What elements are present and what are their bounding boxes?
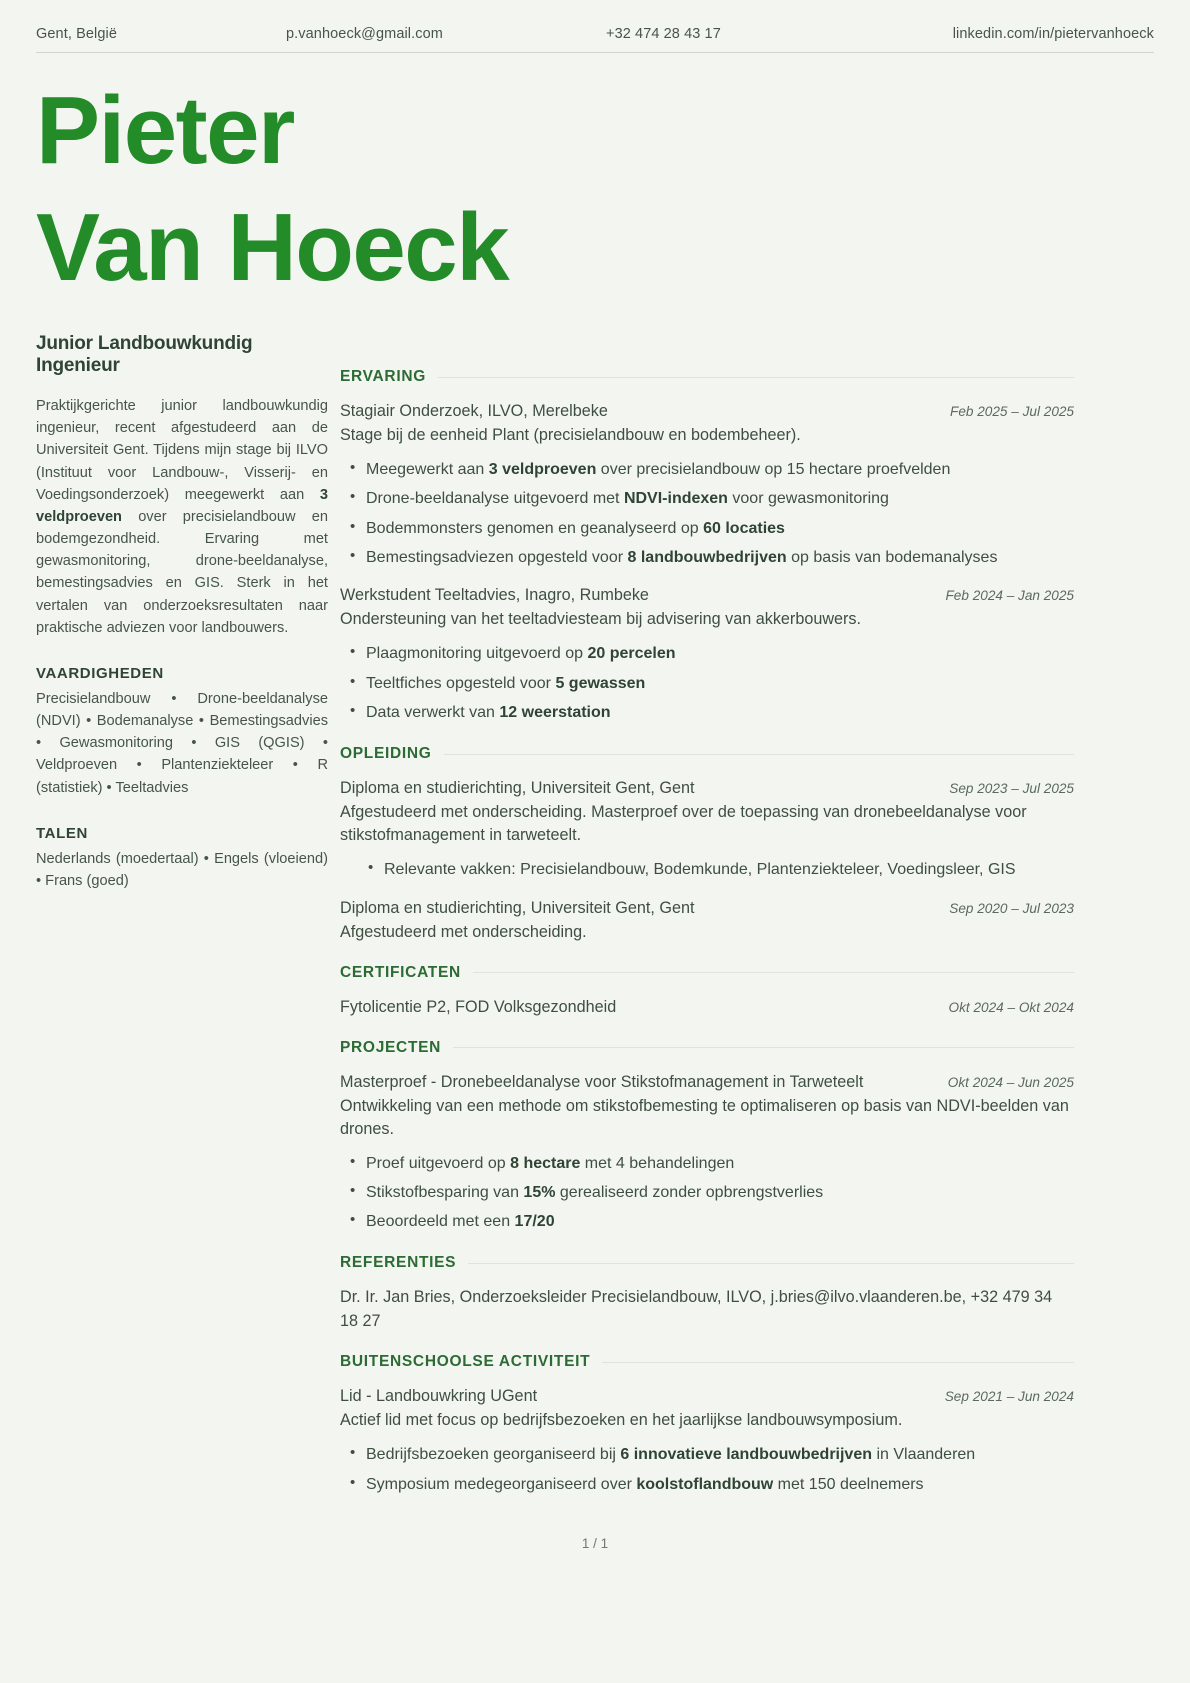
extracurricular-section-heading-label: BUITENSCHOOLSE ACTIVITEIT (340, 1353, 591, 1371)
bullet-item: • Beoordeeld met een 17/20 (366, 1210, 1074, 1234)
entry-header (340, 897, 1074, 920)
bullet-highlight: 17/20 (514, 1213, 555, 1231)
entry (340, 584, 1074, 725)
main-content (340, 368, 1074, 1517)
header-divider (36, 52, 1154, 53)
entry-header (340, 1385, 1074, 1408)
bullet-item: • Bemestingsadviezen opgesteld voor 8 landbouwbedrijven op basis van bodemanalyses (366, 546, 1074, 570)
experience-section (340, 368, 1074, 725)
entry-date: Okt 2024 – Jun 2025 (947, 1074, 1074, 1090)
contact-linkedin[interactable]: linkedin.com/in/pietervanhoeck (952, 26, 1154, 42)
references-section-heading-rule (468, 1263, 1074, 1264)
extracurricular-section-heading-rule (602, 1362, 1074, 1363)
skills-heading: VAARDIGHEDEN (36, 664, 164, 682)
entry-date: Sep 2023 – Jul 2025 (949, 781, 1074, 797)
projects-section-heading-label: PROJECTEN (340, 1038, 442, 1056)
references-section (340, 1254, 1074, 1333)
entry-title: Diploma en studierichting, Universiteit Gent, Gent (340, 779, 695, 798)
job-headline: Junior Landbouwkundig Ingenieur (36, 333, 253, 376)
entry-title: Lid - Landbouwkring UGent (340, 1387, 538, 1406)
experience-section-heading-label: ERVARING (340, 368, 426, 385)
summary-part-2: over precisielandbouw en bodemgezondheid. Ervaring met gewasmonitoring, drone-beeldanalyse, bemestingsadvies en GIS. Sterk in het vertalen van onderzoeksresultaten naar praktische adviezen voor landbouwers. (36, 508, 328, 636)
certificates-section-heading-rule (473, 972, 1074, 973)
entry-bullet-list (340, 642, 1074, 725)
bullet-highlight: 3 veldproeven (488, 461, 597, 478)
certificates-section-heading-label: CERTIFICATEN (340, 963, 461, 981)
entry-title: Fytolicentie P2, FOD Volksgezondheid (340, 997, 617, 1016)
entry-description: Afgestudeerd met onderscheiding. Masterproef over de toepassing van dronebeeldanalyse voor stikstofmanagement in tarweteelt. (340, 803, 1027, 845)
contact-location: Gent, België (36, 26, 117, 42)
bullet-highlight: 6 innovatieve landbouwbedrijven (620, 1446, 872, 1464)
certificates-section (340, 964, 1074, 1019)
entry-header (340, 996, 1074, 1019)
entry-date: Feb 2025 – Jul 2025 (950, 404, 1074, 419)
bullet-item: • Data verwerkt van 12 weerstation (366, 701, 1074, 725)
entry-header (340, 777, 1074, 800)
certificates-section-heading (340, 964, 1074, 982)
entry-date: Okt 2024 – Okt 2024 (948, 999, 1074, 1015)
bullet-highlight: 60 locaties (703, 519, 785, 537)
bullet-highlight: 20 percelen (587, 645, 676, 663)
entry (340, 400, 1074, 570)
sidebar (36, 333, 328, 892)
entry-date: Sep 2021 – Jun 2024 (944, 1389, 1074, 1405)
bullet-item: • Drone-beeldanalyse uitgevoerd met NDVI-indexen voor gewasmonitoring (366, 487, 1074, 511)
entry-title: Masterproef - Dronebeeldanalyse voor Stikstofmanagement in Tarweteelt (340, 1072, 864, 1091)
entry-bullet-list (340, 1443, 1074, 1497)
entry-description: Stage bij de eenheid Plant (precisielandbouw en bodembeheer). (340, 426, 801, 444)
education-section-heading-rule (444, 754, 1074, 755)
entry (340, 897, 1074, 944)
entry-date: Sep 2020 – Jul 2023 (949, 900, 1074, 916)
entry-description: Actief lid met focus op bedrijfsbezoeken en het jaarlijkse landbouwsymposium. (340, 1411, 903, 1430)
projects-section-heading (340, 1039, 1074, 1057)
bullet-item: • Bedrijfsbezoeken georganiseerd bij 6 innovatieve landbouwbedrijven in Vlaanderen (366, 1443, 1074, 1467)
profile-summary (36, 395, 328, 639)
entry-title: Werkstudent Teeltadvies, Inagro, Rumbeke (340, 586, 649, 605)
entry-bullet-list (340, 458, 1074, 570)
entry-bullet-list (340, 858, 1074, 882)
entry (340, 996, 1074, 1019)
bullet-highlight: 8 landbouwbedrijven (627, 548, 787, 566)
entry-description: Ondersteuning van het teeltadviesteam bij advisering van akkerbouwers. (340, 610, 861, 629)
page-number: 1 / 1 (581, 1536, 609, 1551)
summary-part-1: Praktijkgerichte junior landbouwkundig ingenieur, recent afgestudeerd aan de Universiteit Gent. Tijdens mijn stage bij ILVO (Instituut voor Landbouw-, Visserij- en Voedingsonderzoek) meegewerkt aan (36, 398, 328, 503)
bullet-item: • Plaagmonitoring uitgevoerd op 20 percelen (366, 642, 1074, 666)
extracurricular-section (340, 1353, 1074, 1497)
first-name: Pieter (36, 77, 294, 184)
entry-description: Ontwikkeling van een methode om stikstofbemesting te optimaliseren op basis van NDVI-beelden van drones. (340, 1096, 1069, 1138)
last-name: Van Hoeck (36, 194, 509, 302)
references-section-text: Dr. Ir. Jan Bries, Onderzoeksleider Precisielandbouw, ILVO, j.bries@ilvo.vlaanderen.be, +32 479 34 18 27 (340, 1288, 1053, 1330)
entry (340, 1071, 1074, 1235)
bullet-highlight: 12 weerstation (499, 703, 611, 721)
entry-bullet-list (340, 1152, 1074, 1235)
entry-date: Feb 2024 – Jan 2025 (945, 588, 1074, 604)
skills-list: Precisielandbouw • Drone-beeldanalyse (NDVI) • Bodemanalyse • Bemestingsadvies • Gewasmonitoring • GIS (QGIS) • Veldproeven • Plantenziekteleer • R (statistiek) • Teeltadvies (36, 690, 328, 796)
bullet-highlight: 8 hectare (510, 1154, 581, 1172)
references-section-heading (340, 1254, 1074, 1272)
education-section-heading-label: OPLEIDING (340, 745, 432, 763)
summary-highlight: 3 veldproeven (36, 486, 328, 525)
contact-email[interactable]: p.vanhoeck@gmail.com (286, 26, 443, 42)
entry-header (340, 400, 1074, 423)
entry-header (340, 1071, 1074, 1094)
bullet-highlight: 15% (523, 1183, 556, 1201)
experience-section-heading (340, 368, 1074, 386)
references-section-heading-label: REFERENTIES (340, 1254, 457, 1272)
entry (340, 1385, 1074, 1497)
contact-phone[interactable]: +32 474 28 43 17 (606, 26, 721, 42)
bullet-highlight: NDVI-indexen (623, 490, 728, 508)
entry (340, 777, 1074, 882)
projects-section-heading-rule (453, 1047, 1074, 1048)
education-section-heading (340, 745, 1074, 763)
bullet-item: • Bodemmonsters genomen en geanalyseerd op 60 locaties (366, 517, 1074, 541)
languages-list: Nederlands (moedertaal) • Engels (vloeiend) • Frans (goed) (36, 850, 328, 889)
languages-heading: TALEN (36, 824, 88, 842)
entry-description: Afgestudeerd met onderscheiding. (340, 922, 587, 941)
experience-section-heading-rule (438, 377, 1074, 378)
entry-header (340, 584, 1074, 607)
bullet-item: • Proef uitgevoerd op 8 hectare met 4 behandelingen (366, 1152, 1074, 1176)
extracurricular-section-heading (340, 1353, 1074, 1371)
bullet-item: • Meegewerkt aan 3 veldproeven over precisielandbouw op 15 hectare proefvelden (366, 458, 1074, 482)
entry-title: Diploma en studierichting, Universiteit Gent, Gent (340, 898, 695, 917)
bullet-highlight: 5 gewassen (555, 674, 646, 692)
entry-title: Stagiair Onderzoek, ILVO, Merelbeke (340, 402, 608, 420)
bullet-item: • Relevante vakken: Precisielandbouw, Bodemkunde, Plantenziekteleer, Voedingsleer, GIS (384, 858, 1074, 882)
education-section (340, 745, 1074, 943)
bullet-highlight: koolstoflandbouw (636, 1475, 774, 1493)
bullet-item: • Symposium medegeorganiseerd over koolstoflandbouw met 150 deelnemers (366, 1473, 1074, 1497)
bullet-item: • Stikstofbesparing van 15% gerealiseerd zonder opbrengstverlies (366, 1181, 1074, 1205)
bullet-item: • Teeltfiches opgesteld voor 5 gewassen (366, 672, 1074, 696)
projects-section (340, 1039, 1074, 1235)
candidate-name (36, 72, 836, 306)
